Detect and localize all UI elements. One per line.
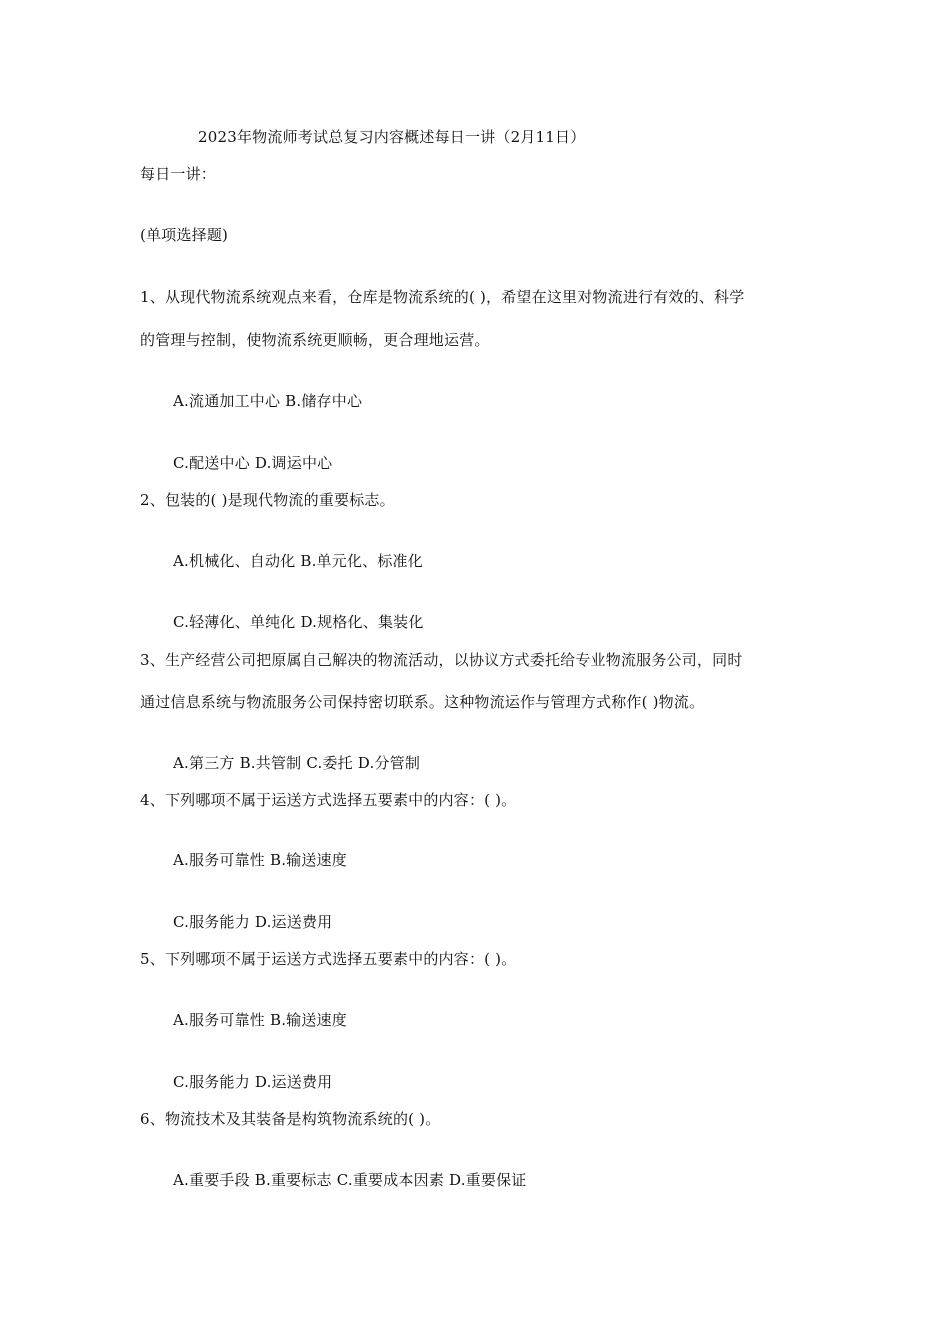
question-6: 6、物流技术及其装备是构筑物流系统的( )。 bbox=[140, 1110, 441, 1128]
page-title: 2023年物流师考试总复习内容概述每日一讲（2月11日） bbox=[198, 128, 586, 146]
intro-text: 每日一讲： bbox=[140, 165, 217, 183]
question-2-options-ab: A.机械化、自动化 B.单元化、标准化 bbox=[173, 552, 423, 570]
question-6-options: A.重要手段 B.重要标志 C.重要成本因素 D.重要保证 bbox=[173, 1171, 527, 1189]
section-heading: (单项选择题) bbox=[140, 226, 229, 244]
question-1-line-1: 1、从现代物流系统观点来看，仓库是物流系统的( )，希望在这里对物流进行有效的、科学 bbox=[140, 288, 745, 306]
question-5-options-ab: A.服务可靠性 B.输送速度 bbox=[173, 1011, 347, 1029]
question-4-options-ab: A.服务可靠性 B.输送速度 bbox=[173, 851, 347, 869]
question-3-line-1: 3、生产经营公司把原属自己解决的物流活动，以协议方式委托给专业物流服务公司，同时 bbox=[140, 651, 743, 669]
question-3-options: A.第三方 B.共管制 C.委托 D.分管制 bbox=[173, 754, 421, 772]
question-3-line-2: 通过信息系统与物流服务公司保持密切联系。这种物流运作与管理方式称作( )物流。 bbox=[140, 693, 705, 711]
question-5: 5、下列哪项不属于运送方式选择五要素中的内容：( )。 bbox=[140, 950, 517, 968]
question-4-options-cd: C.服务能力 D.运送费用 bbox=[173, 913, 333, 931]
question-4: 4、下列哪项不属于运送方式选择五要素中的内容：( )。 bbox=[140, 791, 517, 809]
question-1-options-cd: C.配送中心 D.调运中心 bbox=[173, 454, 333, 472]
question-5-options-cd: C.服务能力 D.运送费用 bbox=[173, 1073, 333, 1091]
question-1-options-ab: A.流通加工中心 B.储存中心 bbox=[173, 392, 363, 410]
question-1-line-2: 的管理与控制，使物流系统更顺畅，更合理地运营。 bbox=[140, 331, 490, 349]
question-2-options-cd: C.轻薄化、单纯化 D.规格化、集装化 bbox=[173, 613, 424, 631]
question-2: 2、包装的( )是现代物流的重要标志。 bbox=[140, 491, 395, 509]
